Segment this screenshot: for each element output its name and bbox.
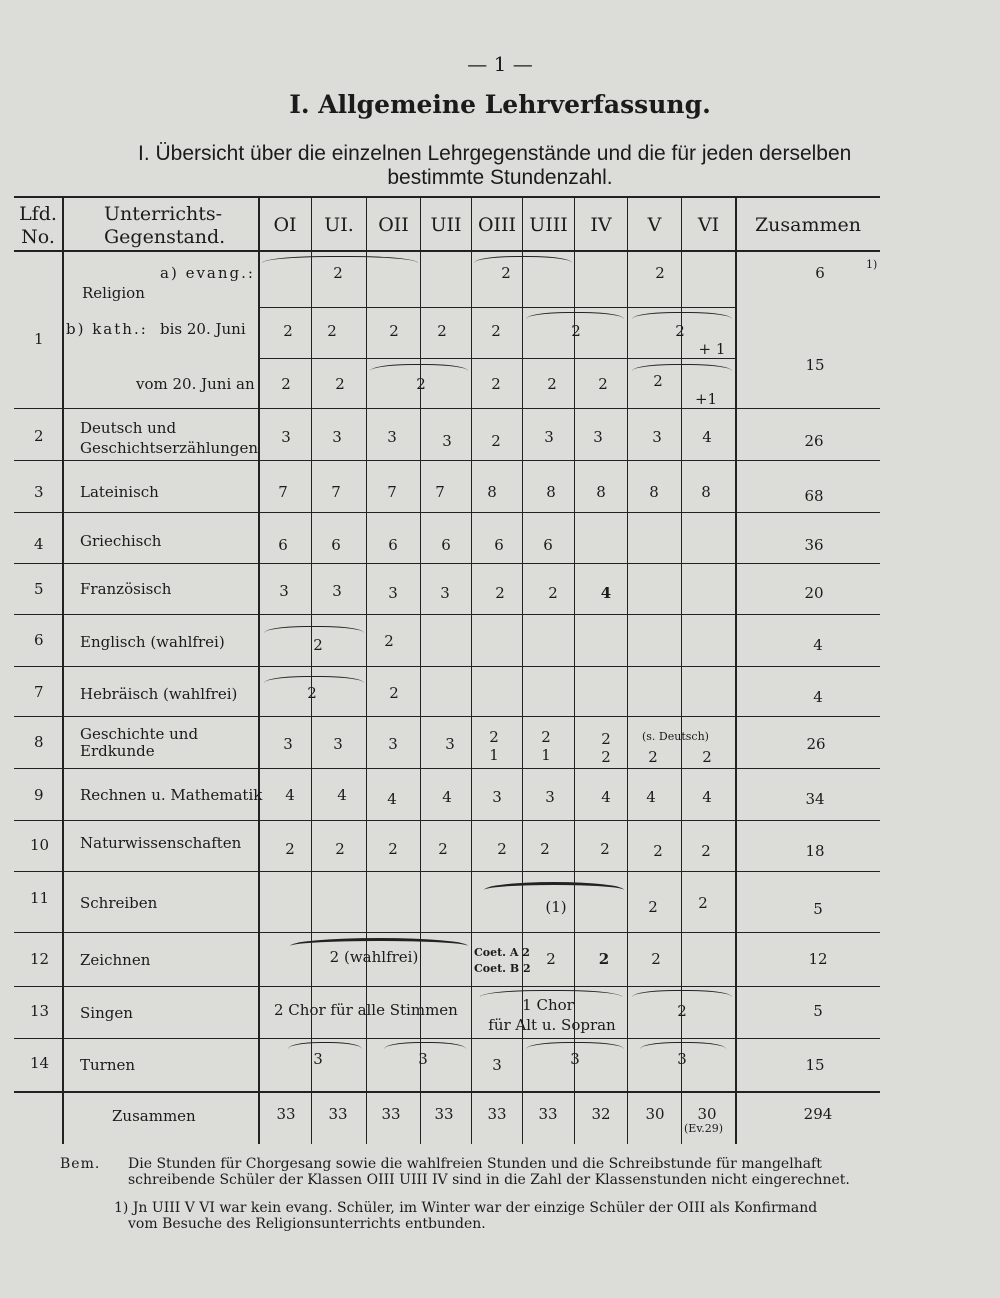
cell: 3 bbox=[492, 788, 502, 806]
cell: 2 bbox=[598, 375, 608, 393]
brace bbox=[526, 312, 624, 319]
footnote-marker: 1) bbox=[866, 258, 878, 271]
cell: 8 bbox=[701, 483, 711, 501]
cell: 3 bbox=[388, 735, 398, 753]
footnote-line2: vom Besuche des Religionsunterrichts entbunden. bbox=[128, 1216, 486, 1232]
cell: 2 bbox=[541, 728, 551, 746]
cell: 7 bbox=[435, 483, 445, 501]
cell: 2 bbox=[495, 584, 505, 602]
brace bbox=[484, 882, 624, 891]
cell: 6 bbox=[331, 536, 341, 554]
cell: 33 bbox=[381, 1105, 401, 1123]
cell: 6 bbox=[278, 536, 288, 554]
remark-label: Bem. bbox=[60, 1156, 101, 1172]
header-class-UIII: UIII bbox=[529, 214, 568, 236]
row-rule bbox=[14, 460, 880, 461]
cell-total: 20 bbox=[804, 584, 824, 602]
cell: 2 bbox=[675, 322, 685, 340]
cell: 2 bbox=[653, 842, 663, 860]
cell: 4 bbox=[702, 788, 712, 806]
cell: 2 bbox=[438, 840, 448, 858]
cell: 7 bbox=[331, 483, 341, 501]
row-number: 2 bbox=[34, 427, 44, 445]
brace bbox=[262, 256, 418, 263]
row-rule bbox=[14, 871, 880, 872]
cell: 2 bbox=[283, 322, 293, 340]
cell: 2 bbox=[307, 684, 317, 702]
remark-line1: Die Stunden für Chorgesang sowie die wahlfreien Stunden und die Schreibstunde für mangelhaft bbox=[128, 1156, 822, 1172]
cell: 8 bbox=[596, 483, 606, 501]
brace bbox=[632, 312, 732, 319]
subject-turnen: Turnen bbox=[80, 1056, 136, 1074]
subject-geschichte-1: Geschichte und bbox=[80, 725, 199, 743]
cell: 8 bbox=[649, 483, 659, 501]
total-row-label: Zusammen bbox=[112, 1107, 196, 1125]
cell-plus: + 1 bbox=[698, 340, 726, 358]
brace bbox=[526, 1042, 624, 1049]
subject-rechnen: Rechnen u. Mathematik bbox=[80, 786, 263, 804]
header-subject-2: Gegenstand. bbox=[104, 226, 226, 248]
cell: 2 bbox=[653, 372, 663, 390]
subject-latein: Lateinisch bbox=[80, 483, 159, 501]
cell: 2 bbox=[600, 840, 610, 858]
cell: 2 bbox=[651, 950, 661, 968]
header-bottom-rule bbox=[14, 250, 880, 252]
religion-kath-from: vom 20. Juni an bbox=[136, 375, 255, 393]
cell: 33 bbox=[434, 1105, 454, 1123]
cell: 2 bbox=[501, 264, 511, 282]
cell: 4 bbox=[702, 428, 712, 446]
row-rule bbox=[258, 307, 736, 308]
cell: 3 bbox=[570, 1050, 580, 1068]
subject-deutsch-1: Deutsch und bbox=[80, 419, 177, 437]
religion-kath: b) kath.: bbox=[66, 320, 148, 338]
cell: (1) bbox=[545, 898, 567, 916]
cell: 2 bbox=[313, 636, 323, 654]
cell: 7 bbox=[278, 483, 288, 501]
cell: 2 bbox=[389, 322, 399, 340]
brace bbox=[632, 364, 732, 371]
cell: 3 bbox=[332, 582, 342, 600]
cell: 2 bbox=[335, 375, 345, 393]
coet-b: Coet. B 2 bbox=[474, 962, 531, 975]
brace bbox=[264, 626, 364, 633]
cell: 1 Chor bbox=[522, 996, 574, 1014]
cell: 2 bbox=[389, 684, 399, 702]
note-see-deutsch: (s. Deutsch) bbox=[642, 730, 709, 743]
row-number: 3 bbox=[34, 483, 44, 501]
header-class-VI: VI bbox=[697, 214, 720, 236]
cell: 30 bbox=[645, 1105, 665, 1123]
subject-englisch: Englisch (wahlfrei) bbox=[80, 633, 225, 651]
religion-kath-until: bis 20. Juni bbox=[160, 320, 246, 338]
cell: 3 bbox=[279, 582, 289, 600]
cell: 3 bbox=[387, 428, 397, 446]
cell: 2 bbox=[648, 748, 658, 766]
cell: 2 bbox=[601, 748, 611, 766]
cell: 2 (wahlfrei) bbox=[329, 948, 419, 966]
col-rule bbox=[471, 196, 472, 1144]
table-bottom-rule bbox=[14, 1091, 880, 1093]
brace bbox=[640, 1042, 726, 1049]
cell: 3 bbox=[313, 1050, 323, 1068]
subject-geschichte-2: Erdkunde bbox=[80, 742, 155, 760]
header-class-UI: UI. bbox=[324, 214, 354, 236]
brace bbox=[264, 676, 364, 683]
row-number: 10 bbox=[30, 836, 50, 854]
row-rule bbox=[14, 563, 880, 564]
cell-total: 36 bbox=[804, 536, 824, 554]
cell: 1 bbox=[541, 746, 551, 764]
header-class-IV: IV bbox=[590, 214, 612, 236]
row-rule bbox=[14, 932, 880, 933]
row-number: 9 bbox=[34, 786, 44, 804]
subject-singen: Singen bbox=[80, 1004, 133, 1022]
cell: 2 bbox=[540, 840, 550, 858]
cell: 3 bbox=[418, 1050, 428, 1068]
brace bbox=[474, 256, 572, 263]
cell: 2 bbox=[571, 322, 581, 340]
table-top-rule bbox=[14, 196, 880, 198]
header-class-V: V bbox=[647, 214, 662, 236]
cell: 2 bbox=[548, 584, 558, 602]
cell: für Alt u. Sopran bbox=[488, 1016, 616, 1034]
cell: 2 bbox=[335, 840, 345, 858]
cell: 4 bbox=[646, 788, 656, 806]
footnote-line1: 1) Jn UIII V VI war kein evang. Schüler, im Winter war der einzige Schüler der OIII als Konfirmand bbox=[114, 1200, 818, 1216]
cell: 2 bbox=[489, 728, 499, 746]
row-rule bbox=[14, 716, 880, 717]
row-number: 7 bbox=[34, 683, 44, 701]
brace bbox=[370, 364, 468, 371]
row-rule bbox=[14, 666, 880, 667]
cell: 2 bbox=[497, 840, 507, 858]
cell: 6 bbox=[543, 536, 553, 554]
cell: 3 bbox=[652, 428, 662, 446]
row-rule bbox=[14, 614, 880, 615]
cell: 32 bbox=[591, 1105, 611, 1123]
cell: 2 bbox=[598, 950, 610, 968]
header-total: Zusammen bbox=[754, 214, 862, 236]
cell-total: 5 bbox=[813, 1002, 823, 1020]
cell: 2 bbox=[491, 375, 501, 393]
subject-deutsch-2: Geschichtserzählungen bbox=[80, 439, 259, 457]
row-rule bbox=[14, 512, 880, 513]
cell: 2 bbox=[547, 375, 557, 393]
cell: 2 bbox=[285, 840, 295, 858]
subject-franzoesisch: Französisch bbox=[80, 580, 172, 598]
cell: 3 bbox=[445, 735, 455, 753]
cell: 3 bbox=[442, 432, 452, 450]
row-number: 5 bbox=[34, 580, 44, 598]
row-number: 4 bbox=[34, 535, 44, 553]
cell: 3 bbox=[388, 584, 398, 602]
cell: 6 bbox=[388, 536, 398, 554]
brace bbox=[632, 990, 732, 997]
cell: 1 bbox=[489, 746, 499, 764]
header-lfd: Lfd. bbox=[19, 203, 57, 225]
cell: 2 Chor für alle Stimmen bbox=[274, 1001, 458, 1019]
row-number: 12 bbox=[30, 950, 50, 968]
col-rule bbox=[62, 196, 64, 1144]
cell: 2 bbox=[437, 322, 447, 340]
row-number: 6 bbox=[34, 631, 44, 649]
table-caption-line2: bestimmte Stundenzahl. bbox=[387, 166, 613, 189]
cell-total: 4 bbox=[813, 636, 823, 654]
brace bbox=[290, 938, 468, 947]
subject-hebraeisch: Hebräisch (wahlfrei) bbox=[80, 685, 238, 703]
cell: 2 bbox=[416, 375, 426, 393]
cell-ev: (Ev.29) bbox=[684, 1122, 724, 1135]
cell-total: 12 bbox=[808, 950, 828, 968]
row-rule bbox=[14, 1038, 880, 1039]
cell-total: 6 bbox=[815, 264, 825, 282]
cell: 4 bbox=[387, 790, 397, 808]
cell: 4 bbox=[601, 788, 611, 806]
cell: 2 bbox=[655, 264, 665, 282]
cell: 33 bbox=[328, 1105, 348, 1123]
cell: 2 bbox=[701, 842, 711, 860]
subject-schreiben: Schreiben bbox=[80, 894, 158, 912]
row-rule bbox=[14, 768, 880, 769]
row-number: 13 bbox=[30, 1002, 50, 1020]
cell: 3 bbox=[544, 428, 554, 446]
cell-total: 68 bbox=[804, 487, 824, 505]
cell: 2 bbox=[333, 264, 343, 282]
religion-label: Religion bbox=[82, 284, 145, 302]
cell: 8 bbox=[546, 483, 556, 501]
cell: 8 bbox=[487, 483, 497, 501]
cell: 7 bbox=[387, 483, 397, 501]
cell: 2 bbox=[491, 322, 501, 340]
subject-naturwissenschaften: Naturwissenschaften bbox=[80, 834, 242, 852]
cell: 3 bbox=[677, 1050, 687, 1068]
remark-line2: schreibende Schüler der Klassen OIII UIII IV sind in die Zahl der Klassenstunden nicht eingerechnet. bbox=[128, 1172, 850, 1188]
header-subject-1: Unterrichts- bbox=[104, 203, 223, 225]
cell-plus: +1 bbox=[694, 390, 718, 408]
cell: 33 bbox=[276, 1105, 296, 1123]
col-rule bbox=[735, 196, 737, 1144]
cell: 33 bbox=[538, 1105, 558, 1123]
cell: 3 bbox=[283, 735, 293, 753]
cell: 2 bbox=[648, 898, 658, 916]
header-class-OIII: OIII bbox=[477, 214, 517, 236]
page-title: I. Allgemeine Lehrverfassung. bbox=[289, 90, 711, 119]
cell: 2 bbox=[601, 730, 611, 748]
cell: 3 bbox=[593, 428, 603, 446]
cell: 2 bbox=[698, 894, 708, 912]
brace bbox=[288, 1042, 362, 1049]
cell: 3 bbox=[332, 428, 342, 446]
cell: 2 bbox=[546, 950, 556, 968]
coet-a: Coet. A 2 bbox=[474, 946, 530, 959]
cell: 3 bbox=[440, 584, 450, 602]
table-caption-line1: I. Übersicht über die einzelnen Lehrgegenstände und die für jeden derselben bbox=[138, 142, 852, 165]
cell-total: 26 bbox=[806, 735, 826, 753]
cell-total: 34 bbox=[805, 790, 825, 808]
cell: 3 bbox=[281, 428, 291, 446]
cell: 3 bbox=[333, 735, 343, 753]
cell: 6 bbox=[494, 536, 504, 554]
cell: 33 bbox=[487, 1105, 507, 1123]
cell: 2 bbox=[677, 1002, 687, 1020]
header-class-OII: OII bbox=[378, 214, 409, 236]
row-rule bbox=[14, 408, 880, 409]
cell-total: 5 bbox=[813, 900, 823, 918]
cell: 2 bbox=[281, 375, 291, 393]
row-rule bbox=[14, 986, 880, 987]
row-rule bbox=[14, 820, 880, 821]
cell: 2 bbox=[384, 632, 394, 650]
subject-zeichnen: Zeichnen bbox=[80, 951, 151, 969]
brace bbox=[384, 1042, 466, 1049]
cell-total: 294 bbox=[803, 1105, 833, 1123]
cell: 2 bbox=[491, 432, 501, 450]
cell: 6 bbox=[441, 536, 451, 554]
header-no: No. bbox=[21, 226, 55, 248]
cell-total: 4 bbox=[813, 688, 823, 706]
row-number: 14 bbox=[30, 1054, 50, 1072]
cell-total: 15 bbox=[805, 1056, 825, 1074]
cell: 2 bbox=[388, 840, 398, 858]
col-rule bbox=[627, 196, 628, 1144]
cell: 4 bbox=[337, 786, 347, 804]
cell: 3 bbox=[545, 788, 555, 806]
header-class-UII: UII bbox=[430, 214, 462, 236]
col-rule bbox=[258, 196, 260, 1144]
religion-evang: a) evang.: bbox=[160, 264, 255, 282]
row-rule bbox=[258, 358, 736, 359]
header-class-OI: OI bbox=[273, 214, 297, 236]
cell: 3 bbox=[492, 1056, 502, 1074]
cell: 30 bbox=[697, 1105, 717, 1123]
row-number: 8 bbox=[34, 733, 44, 751]
subject-griechisch: Griechisch bbox=[80, 532, 162, 550]
cell: 4 bbox=[600, 584, 612, 602]
cell-total: 18 bbox=[805, 842, 825, 860]
cell: 4 bbox=[442, 788, 452, 806]
page-number: — 1 — bbox=[467, 52, 533, 76]
cell-total: 15 bbox=[805, 356, 825, 374]
cell-total: 26 bbox=[804, 432, 824, 450]
row-number: 11 bbox=[30, 889, 50, 907]
row-number: 1 bbox=[34, 330, 44, 348]
cell: 2 bbox=[702, 748, 712, 766]
cell: 4 bbox=[285, 786, 295, 804]
cell: 2 bbox=[327, 322, 337, 340]
